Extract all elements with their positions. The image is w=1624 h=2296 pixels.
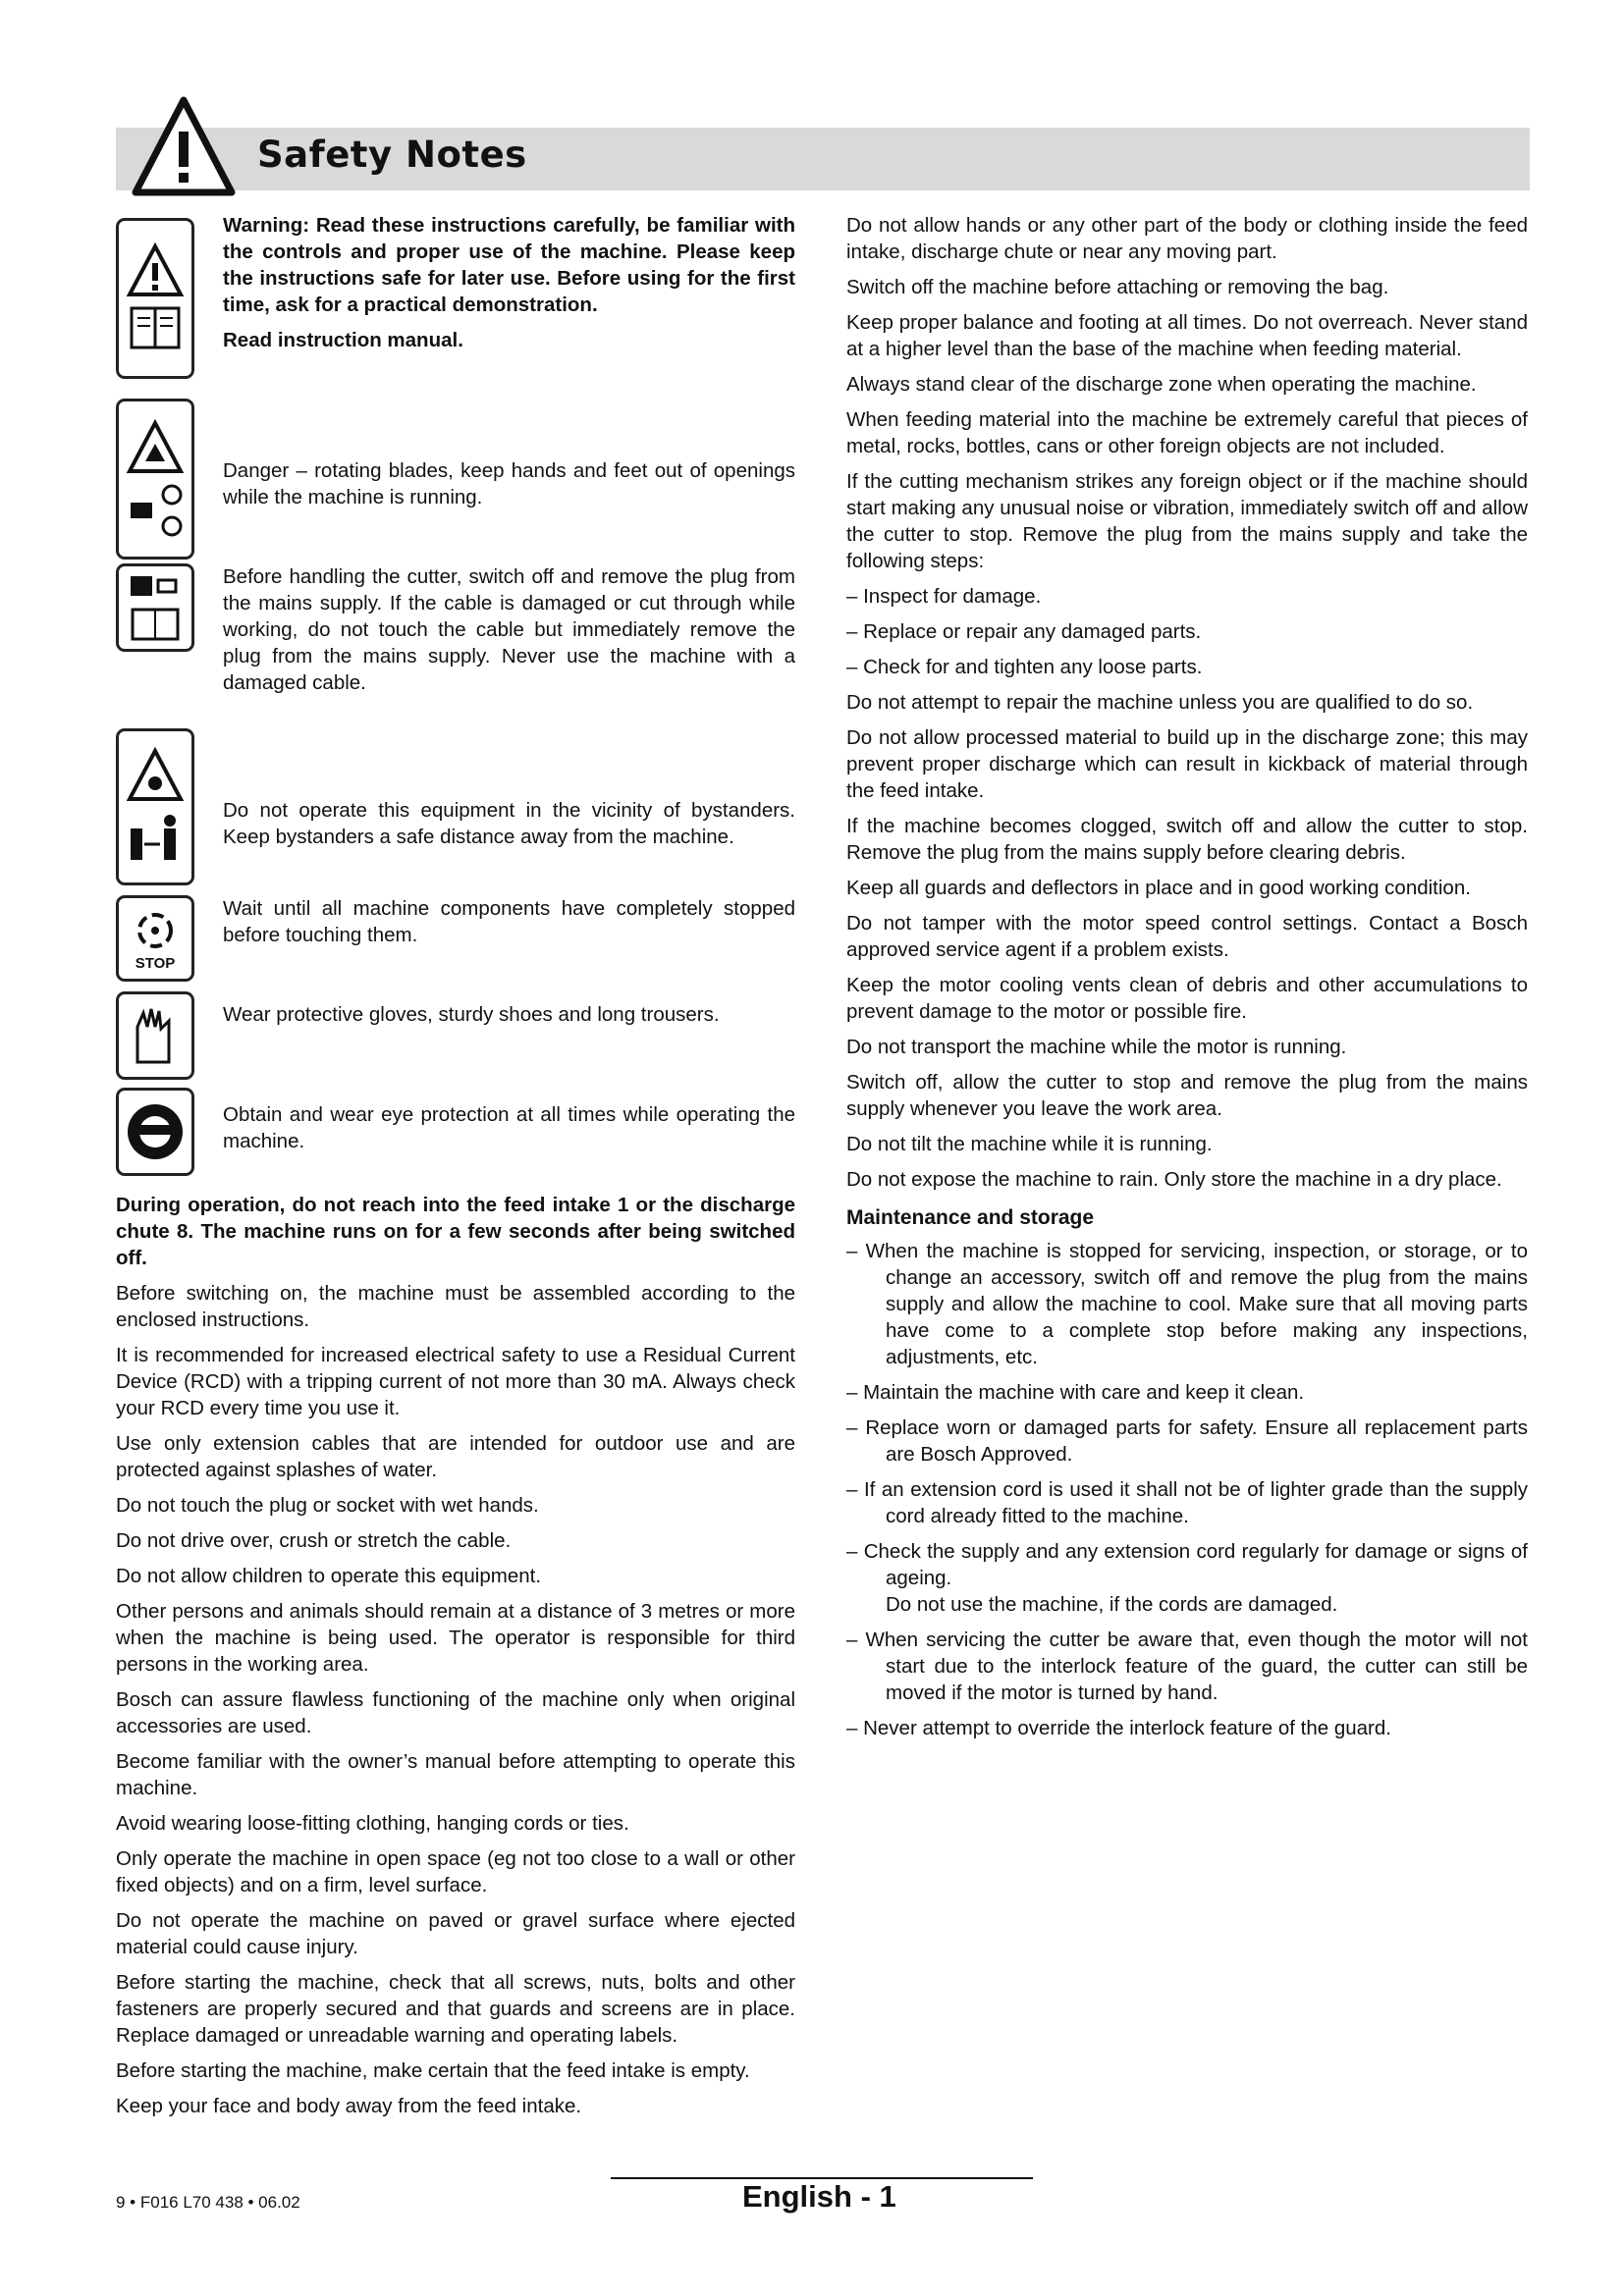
keep-distance-icon [125, 807, 186, 868]
maintenance-heading: Maintenance and storage [846, 1206, 1095, 1229]
maintenance-item: – When servicing the cutter be aware that, even though the motor will not start due to the interlock feature of the guard, the cutter can still be moved if the motor is turned by hand. [846, 1629, 1528, 1704]
right-paragraph: Keep the motor cooling vents clean of debris and other accumulations to prevent damage to the motor or possible fire. [846, 974, 1528, 1023]
left-paragraph: Avoid wearing loose-fitting clothing, hanging cords or ties. [116, 1812, 629, 1835]
right-paragraph: Do not attempt to repair the machine unless you are qualified to do so. [846, 691, 1474, 714]
book-icon [126, 300, 185, 355]
left-paragraph: Do not touch the plug or socket with wet hands. [116, 1494, 539, 1517]
right-paragraph: Always stand clear of the discharge zone when operating the machine. [846, 373, 1477, 396]
maintenance-item: – Replace worn or damaged parts for safety. Ensure all replacement parts are Bosch Approved. [846, 1416, 1528, 1466]
left-paragraph: Become familiar with the owner’s manual before attempting to operate this machine. [116, 1750, 795, 1799]
unplug-icon-box [116, 563, 194, 652]
stop-label: STOP [135, 954, 176, 972]
left-paragraph: Bosch can assure flawless functioning of the machine only when original accessories are used. [116, 1688, 795, 1737]
left-paragraph: Do not allow children to operate this equipment. [116, 1565, 542, 1587]
maintenance-item: – Maintain the machine with care and keep it clean. [846, 1381, 1305, 1404]
handling-row [116, 563, 795, 709]
right-paragraph: If the cutting mechanism strikes any foreign object or if the machine should start making any unusual noise or vibration, immediately switch off and allow the cutter to stop. Remove the plug from the mains supply and take the following steps: [846, 470, 1528, 572]
hand-blade-warning-icon [126, 418, 185, 479]
wait-row [116, 895, 795, 986]
left-column [116, 212, 795, 2128]
right-paragraph: Do not allow hands or any other part of the body or clothing inside the feed intake, discharge chute or near any moving part. [846, 214, 1528, 263]
right-paragraph: Keep all guards and deflectors in place and in good working condition. [846, 877, 1471, 899]
right-paragraph: Do not tilt the machine while it is running. [846, 1133, 1213, 1155]
left-paragraph: Use only extension cables that are intended for outdoor use and are protected against splashes of water. [116, 1432, 795, 1481]
right-paragraph: Do not expose the machine to rain. Only store the machine in a dry place. [846, 1168, 1502, 1191]
wait-stopped-text: Wait until all machine components have completely stopped before touching them. [223, 897, 795, 946]
left-paragraph: Before starting the machine, check that all screws, nuts, bolts and other fasteners are properly secured and that guards and screens are in place. Replace damaged or unreadable warning and operating labels. [116, 1971, 795, 2047]
footer-code: 9 • F016 L70 438 • 06.02 [116, 2193, 300, 2212]
right-paragraph: Switch off the machine before attaching or removing the bag. [846, 276, 1389, 298]
gloves-icon [128, 1003, 183, 1068]
rotating-blades-icon [125, 479, 186, 540]
warning-text: Warning: Read these instructions carefully, be familiar with the controls and proper use of the machine. Please keep the instructions safe for later use. Before using for the first time, ask for a practical demonstration. [223, 214, 795, 316]
right-paragraph: If the machine becomes clogged, switch off and allow the cutter to stop. Remove the plug from the mains supply before clearing debris. [846, 815, 1528, 864]
maintenance-item: – If an extension cord is used it shall not be of lighter grade than the supply cord already fitted to the machine. [846, 1478, 1528, 1527]
eye-protection-text: Obtain and wear eye protection at all times while operating the machine. [223, 1103, 795, 1152]
warning-triangle-icon [130, 94, 238, 202]
left-paragraph: Before starting the machine, make certain that the feed intake is empty. [116, 2059, 750, 2082]
bystanders-text: Do not operate this equipment in the vicinity of bystanders. Keep bystanders a safe distance away from the machine. [223, 799, 795, 848]
gloves-text: Wear protective gloves, sturdy shoes and long trousers. [223, 1003, 720, 1026]
danger-row [116, 399, 795, 563]
left-paragraph: It is recommended for increased electrical safety to use a Residual Current Device (RCD) with a tripping current of not more than 30 mA. Always check your RCD every time you use it. [116, 1344, 795, 1419]
feed-warning-text: During operation, do not reach into the feed intake 1 or the discharge chute 8. The machine runs on for a few seconds after being switched off. [116, 1194, 795, 1269]
right-paragraph: Do not transport the machine while the motor is running. [846, 1036, 1347, 1058]
maintenance-item: – Check the supply and any extension cord regularly for damage or signs of ageing. [846, 1540, 1528, 1589]
right-paragraph: Switch off, allow the cutter to stop and remove the plug from the mains supply whenever you leave the work area. [846, 1071, 1528, 1120]
right-paragraph: Keep proper balance and footing at all times. Do not overreach. Never stand at a higher level than the base of the machine when feeding material. [846, 311, 1528, 360]
rotating-arrows-icon [128, 906, 183, 955]
gloves-row [116, 991, 795, 1084]
left-paragraph: Before switching on, the machine must be assembled according to the enclosed instructions. [116, 1282, 795, 1331]
step-item: – Replace or repair any damaged parts. [846, 620, 1202, 643]
gloves-icon-box [116, 991, 194, 1080]
read-manual-text: Read instruction manual. [223, 329, 463, 351]
danger-blades-text: Danger – rotating blades, keep hands and feet out of openings while the machine is running. [223, 459, 795, 508]
left-paragraph: Keep your face and body away from the feed intake. [116, 2095, 582, 2117]
left-paragraph: Do not drive over, crush or stretch the cable. [116, 1529, 512, 1552]
right-paragraph: Do not allow processed material to build up in the discharge zone; this may prevent proper discharge which can result in kickback of material through the feed intake. [846, 726, 1528, 802]
warning-triangle-icon [126, 241, 185, 300]
right-paragraph: When feeding material into the machine be extremely careful that pieces of metal, rocks, bottles, cans or other foreign objects are not included. [846, 408, 1528, 457]
page-title: Safety Notes [257, 133, 527, 176]
warning-row [116, 212, 795, 381]
left-paragraph: Other persons and animals should remain at a distance of 3 metres or more when the machine is being used. The operator is responsible for third persons in the working area. [116, 1600, 795, 1676]
right-column [846, 212, 1528, 1750]
thrown-objects-warning-icon [126, 746, 185, 807]
step-item: – Inspect for damage. [846, 585, 1042, 608]
warning-manual-icon-box [116, 218, 194, 379]
footer-page-label: English - 1 [742, 2179, 896, 2214]
before-handling-text: Before handling the cutter, switch off and remove the plug from the mains supply. If the cable is damaged or cut through while working, do not touch the cable but immediately remove the plug from the mains supply. Never use the machine with a damaged cable. [223, 565, 795, 694]
eye-protection-icon-box [116, 1088, 194, 1176]
unplug-manual-icon [125, 570, 186, 645]
maintenance-item: – Never attempt to override the interlock feature of the guard. [846, 1717, 1391, 1739]
bystanders-row [116, 728, 795, 885]
right-paragraph: Do not tamper with the motor speed control settings. Contact a Bosch approved service agent if a problem exists. [846, 912, 1528, 961]
step-item: – Check for and tighten any loose parts. [846, 656, 1203, 678]
eye-protection-icon [125, 1101, 186, 1162]
stop-icon-box [116, 895, 194, 982]
rotating-blades-icon-box [116, 399, 194, 560]
eye-protection-row [116, 1088, 795, 1180]
maintenance-item: – When the machine is stopped for servicing, inspection, or storage, or to change an accessory, switch off and remove the plug from the mains supply and allow the machine to cool. Make sure that all moving parts have come to a complete stop before making any inspections, adjustments, etc. [846, 1240, 1528, 1368]
bystanders-icon-box [116, 728, 194, 885]
left-paragraph: Do not operate the machine on paved or gravel surface where ejected material could cause injury. [116, 1909, 795, 1958]
cord-note: Do not use the machine, if the cords are damaged. [886, 1593, 1338, 1616]
left-paragraph: Only operate the machine in open space (eg not too close to a wall or other fixed objects) and on a firm, level surface. [116, 1847, 795, 1896]
